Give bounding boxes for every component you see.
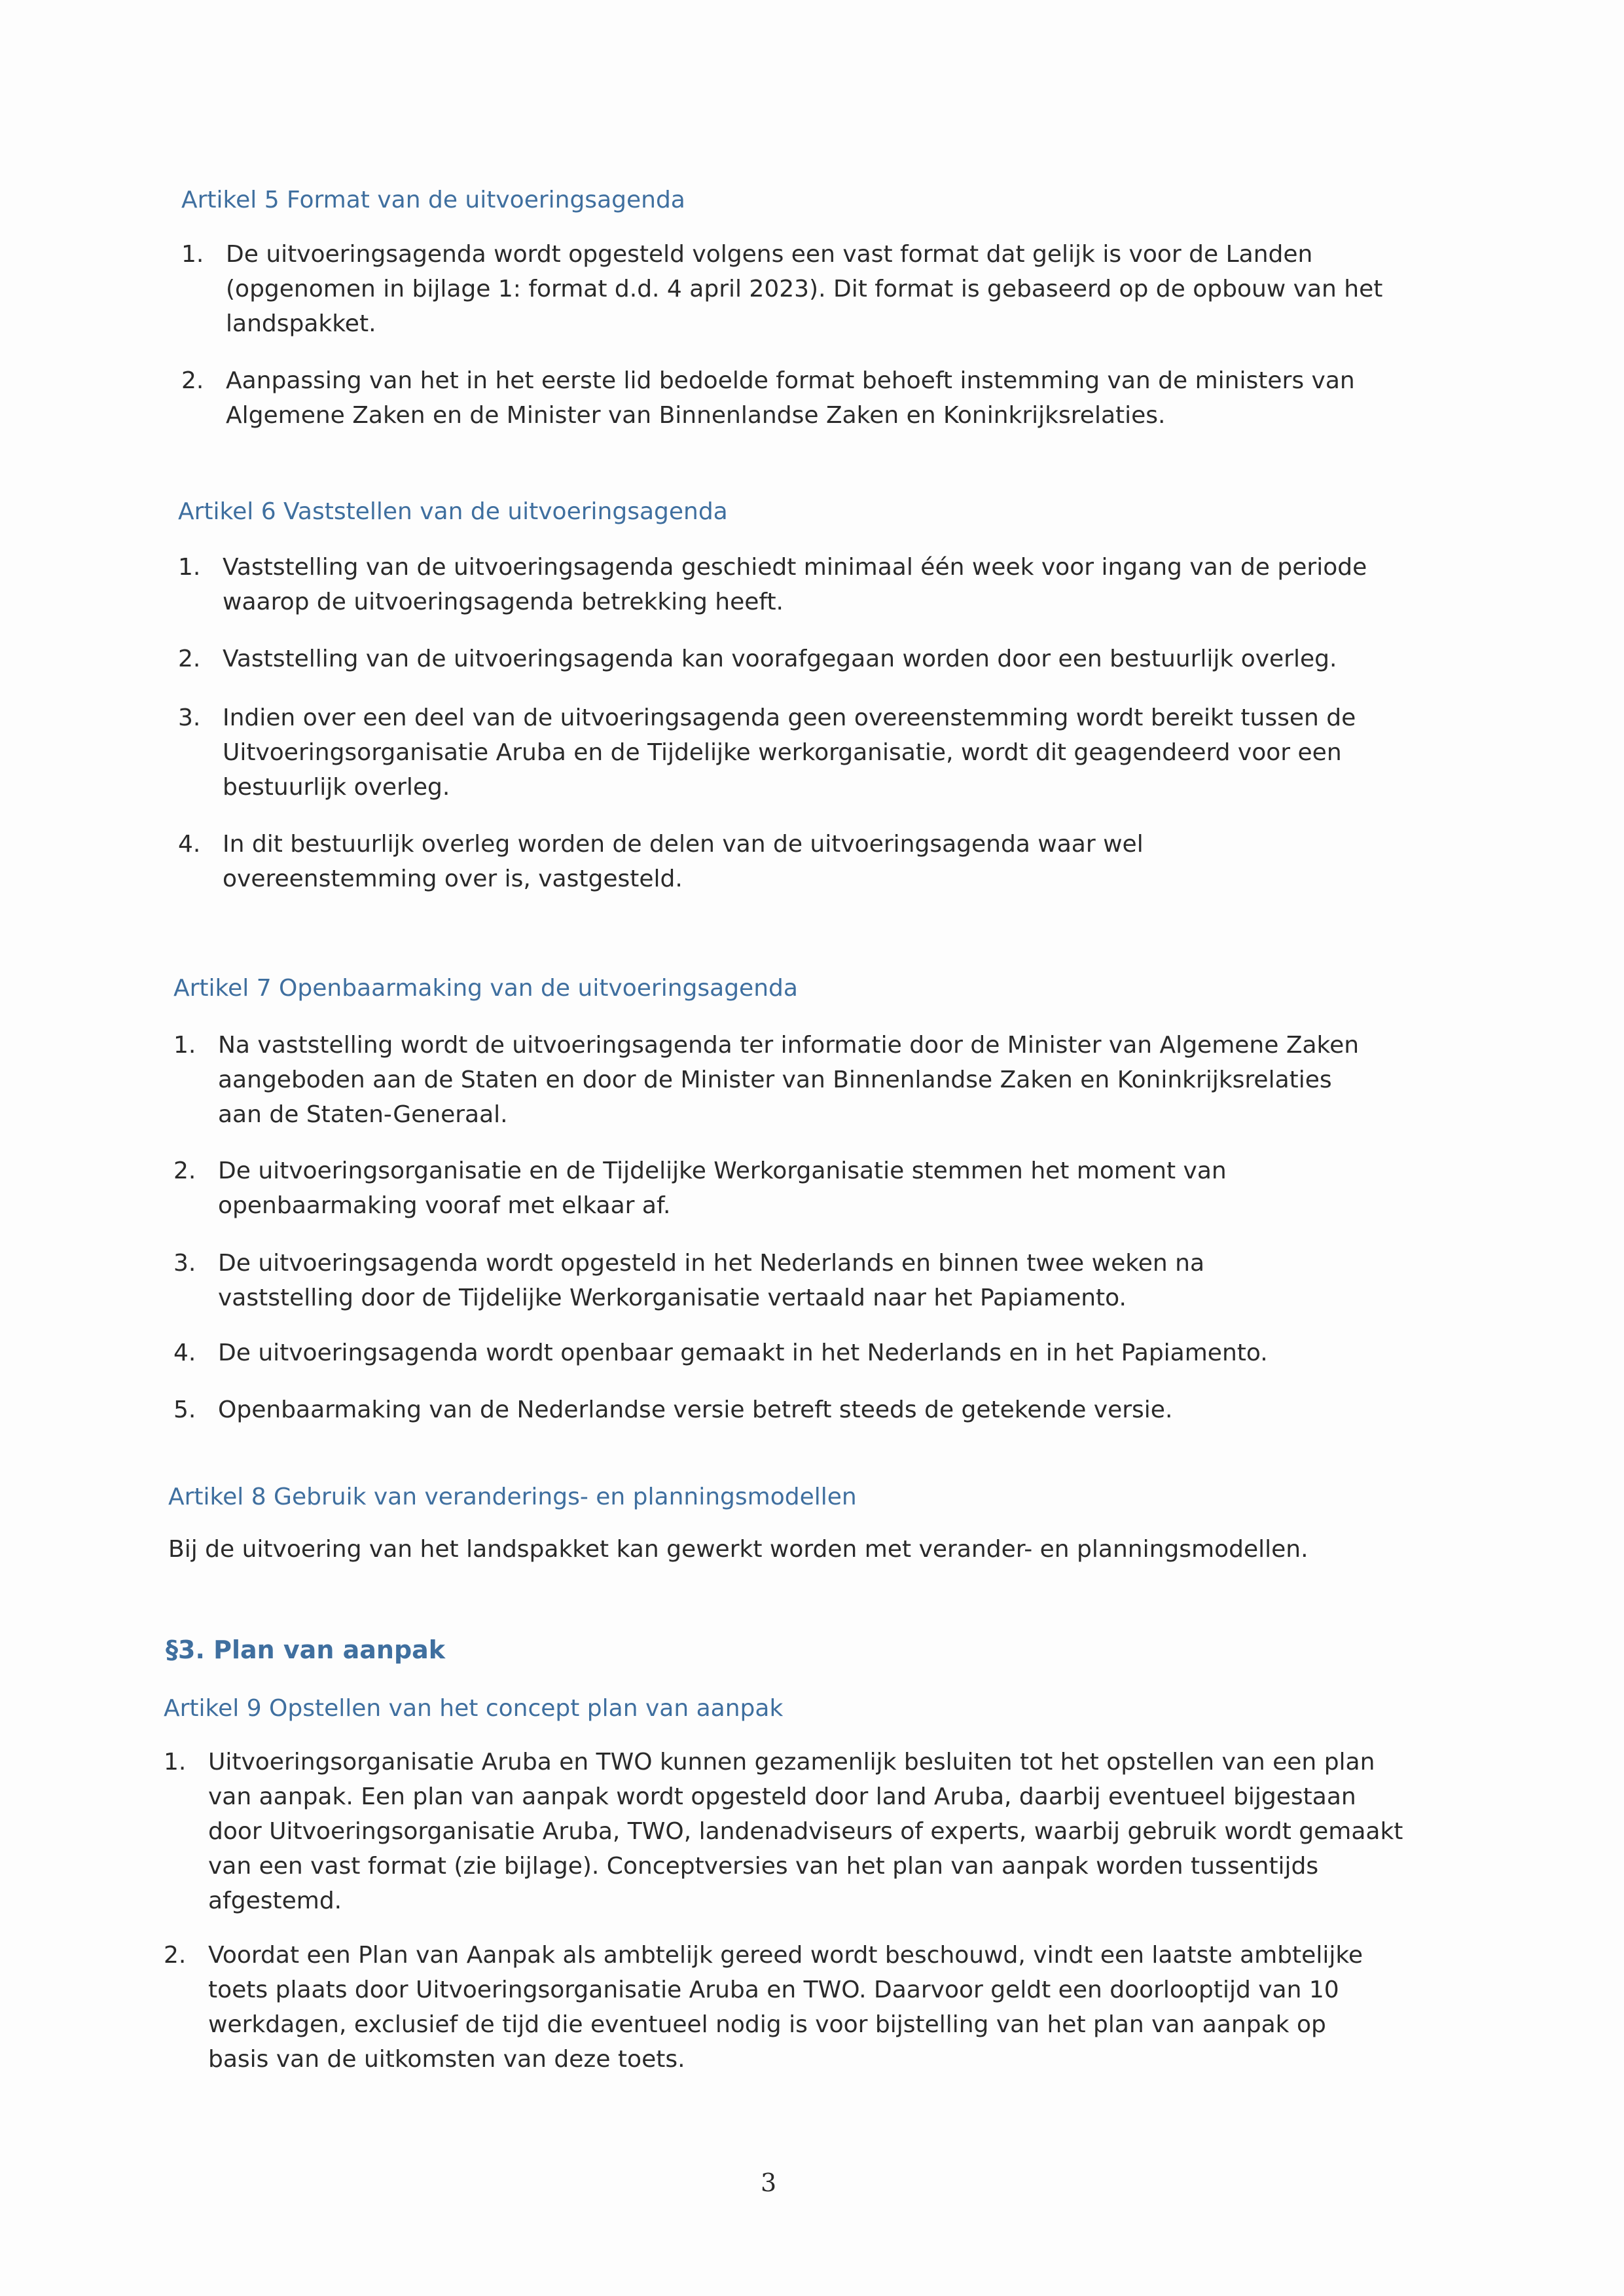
list-number: 3. — [173, 1250, 196, 1277]
art6-item-4 — [178, 827, 1409, 899]
list-text: Aanpassing van het in het eerste lid bedoelde format behoeft instemming van de ministers van Algemene Zaken en de Minister van Binnenlandse Zaken en Koninkrijksrelaties. — [226, 367, 1355, 429]
art7-item-5 — [173, 1393, 1404, 1432]
art7-heading: Artikel 7 Openbaarmaking van de uitvoeringsagenda — [173, 975, 798, 1002]
art6-item-1 — [178, 550, 1409, 622]
art7-item-3 — [173, 1246, 1404, 1318]
art9-heading: Artikel 9 Opstellen van het concept plan van aanpak — [164, 1695, 784, 1722]
section3-heading: §3. Plan van aanpak — [166, 1635, 446, 1664]
art6-item-3 — [178, 701, 1409, 805]
list-number: 4. — [178, 831, 201, 858]
page-number: 3 — [761, 2168, 777, 2197]
art8-text: Bij de uitvoering van het landspakket kan gewerkt worden met verander- en planningsmodellen. — [168, 1536, 1308, 1563]
art5-item-1 — [181, 237, 1412, 342]
art7-item-4 — [173, 1336, 1404, 1375]
art6-heading: Artikel 6 Vaststellen van de uitvoeringsagenda — [178, 498, 728, 525]
art7-item-1 — [173, 1028, 1404, 1133]
list-number: 1. — [173, 1032, 196, 1059]
art8-heading: Artikel 8 Gebruik van veranderings- en planningsmodellen — [168, 1484, 857, 1510]
list-number: 3. — [178, 704, 201, 731]
list-number: 2. — [164, 1942, 187, 1969]
art5-item-2 — [181, 363, 1412, 435]
list-number: 1. — [178, 554, 201, 581]
list-text: De uitvoeringsorganisatie en de Tijdelijke Werkorganisatie stemmen het moment van openbaarmaking vooraf met elkaar af. — [218, 1157, 1227, 1219]
art6-item-2 — [178, 642, 1409, 681]
list-text: Openbaarmaking van de Nederlandse versie betreft steeds de getekende versie. — [218, 1396, 1173, 1423]
list-text: Na vaststelling wordt de uitvoeringsagenda ter informatie door de Minister van Algemene Zaken aangeboden aan de Staten en door de Minister van Binnenlandse Zaken en Koninkrijksrelaties aan de Staten-Generaal. — [218, 1032, 1360, 1128]
list-text: De uitvoeringsagenda wordt openbaar gemaakt in het Nederlands en in het Papiamento. — [218, 1339, 1268, 1366]
list-text: De uitvoeringsagenda wordt opgesteld in het Nederlands en binnen twee weken na vaststelling door de Tijdelijke Werkorganisatie vertaald naar het Papiamento. — [218, 1250, 1205, 1311]
list-text: Vaststelling van de uitvoeringsagenda geschiedt minimaal één week voor ingang van de periode waarop de uitvoeringsagenda betrekking heeft. — [223, 554, 1367, 615]
list-number: 5. — [173, 1396, 196, 1423]
list-number: 2. — [173, 1157, 196, 1184]
list-text: De uitvoeringsagenda wordt opgesteld volgens een vast format dat gelijk is voor de Landen (opgenomen in bijlage 1: format d.d. 4 april 2023). Dit format is gebaseerd op de opbouw van het landspakket. — [226, 241, 1383, 337]
list-text: Uitvoeringsorganisatie Aruba en TWO kunnen gezamenlijk besluiten tot het opstellen van een plan van aanpak. Een plan van aanpak wordt opgesteld door land Aruba, daarbij eventueel bijgestaan door Uitvoeringsorganisatie Aruba, TWO, landenadviseurs of experts, waarbij gebruik wordt gemaakt van een vast format (zie bijlage). Conceptversies van het plan van aanpak worden tussentijds afgestemd. — [208, 1749, 1403, 1914]
list-text: In dit bestuurlijk overleg worden de delen van de uitvoeringsagenda waar wel overeenstemming over is, vastgesteld. — [223, 831, 1144, 892]
list-number: 1. — [164, 1749, 187, 1776]
list-number: 2. — [178, 646, 201, 672]
art9-item-1 — [164, 1745, 1407, 1922]
art7-item-2 — [173, 1154, 1404, 1226]
list-text: Indien over een deel van de uitvoeringsagenda geen overeenstemming wordt bereikt tussen de Uitvoeringsorganisatie Aruba en de Tijdelijke werkorganisatie, wordt dit geagendeerd voor een bestuurlijk overleg. — [223, 704, 1356, 801]
list-text: Vaststelling van de uitvoeringsagenda kan voorafgegaan worden door een bestuurlijk overleg. — [223, 646, 1337, 672]
list-number: 2. — [181, 367, 204, 394]
list-text: Voordat een Plan van Aanpak als ambtelijk gereed wordt beschouwd, vindt een laatste ambtelijke toets plaats door Uitvoeringsorganisatie Aruba en TWO. Daarvoor geldt een doorlooptijd van 10 werkdagen, exclusief de tijd die eventueel nodig is voor bijstelling van het plan van aanpak op basis van de uitkomsten van deze toets. — [208, 1942, 1363, 2073]
list-number: 4. — [173, 1339, 196, 1366]
art9-item-2 — [164, 1938, 1407, 2088]
art5-heading: Artikel 5 Format van de uitvoeringsagenda — [181, 187, 685, 213]
list-number: 1. — [181, 241, 204, 268]
